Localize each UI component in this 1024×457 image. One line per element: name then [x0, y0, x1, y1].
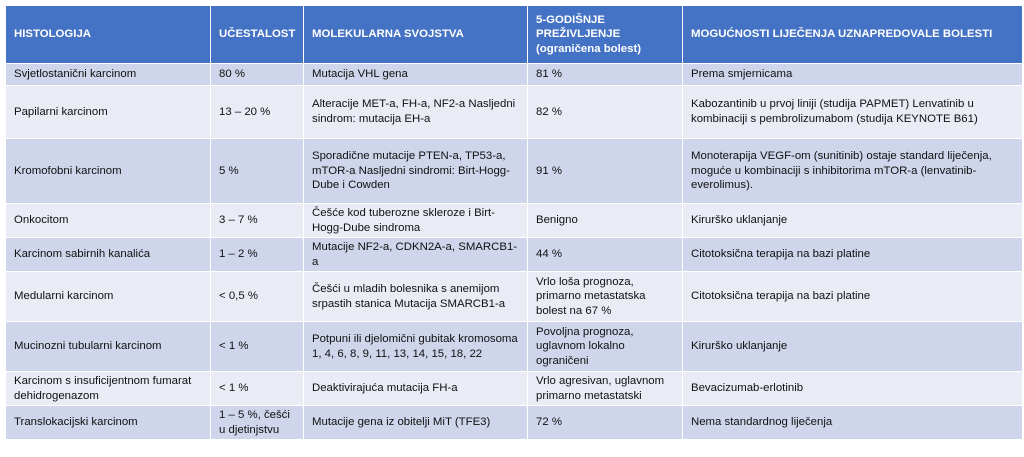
cell-histology: Karcinom s insuficijentnom fumarat dehidrogenazom — [6, 372, 211, 406]
table-row — [6, 272, 1023, 322]
cell-histology: Mucinozni tubularni karcinom — [6, 322, 211, 372]
table-row — [6, 139, 1023, 204]
cell-histology: Papilarni karcinom — [6, 86, 211, 139]
cell-frequency: 13 – 20 % — [211, 86, 304, 139]
cell-survival: Povoljna prognoza, uglavnom lokalno ograničeni — [528, 322, 683, 372]
cell-histology: Translokacijski karcinom — [6, 406, 211, 440]
cell-treatment: Citotoksična terapija na bazi platine — [683, 238, 1023, 272]
cell-survival: 44 % — [528, 238, 683, 272]
cell-molecular: Češće kod tuberozne skleroze i Birt-Hogg-Dube sindroma — [304, 204, 528, 238]
cell-treatment: Kirurško uklanjanje — [683, 322, 1023, 372]
cell-survival: 81 % — [528, 64, 683, 86]
cell-survival: 91 % — [528, 139, 683, 204]
cell-frequency: < 1 % — [211, 322, 304, 372]
cell-survival: 72 % — [528, 406, 683, 440]
cell-molecular: Deaktivirajuća mutacija FH-a — [304, 372, 528, 406]
cell-treatment: Monoterapija VEGF-om (sunitinib) ostaje standard liječenja, moguće u kombinaciji s inhibitorima mTOR-a (lenvatinib-everolimus). — [683, 139, 1023, 204]
cell-histology: Svjetlostanični karcinom — [6, 64, 211, 86]
table-row — [6, 238, 1023, 272]
cell-histology: Medularni karcinom — [6, 272, 211, 322]
header-treatment: MOGUĆNOSTI LIJEČENJA UZNAPREDOVALE BOLESTI — [683, 6, 1023, 64]
table-row — [6, 86, 1023, 139]
cell-survival: 82 % — [528, 86, 683, 139]
cell-survival: Vrlo agresivan, uglavnom primarno metastatski — [528, 372, 683, 406]
cell-frequency: 5 % — [211, 139, 304, 204]
cell-molecular: Mutacije gena iz obitelji MiT (TFE3) — [304, 406, 528, 440]
cell-frequency: 1 – 5 %, češći u djetinjstvu — [211, 406, 304, 440]
header-survival: 5-GODIŠNJE PREŽIVLJENJE (ograničena bolest) — [528, 6, 683, 64]
table-row — [6, 204, 1023, 238]
cell-molecular: Mutacije NF2-a, CDKN2A-a, SMARCB1-a — [304, 238, 528, 272]
cell-survival: Benigno — [528, 204, 683, 238]
header-molecular: MOLEKULARNA SVOJSTVA — [304, 6, 528, 64]
cell-histology: Karcinom sabirnih kanalića — [6, 238, 211, 272]
cell-survival: Vrlo loša prognoza, primarno metastatska bolest na 67 % — [528, 272, 683, 322]
rcc-histology-table — [5, 5, 1023, 440]
table-row — [6, 372, 1023, 406]
cell-frequency: < 1 % — [211, 372, 304, 406]
cell-treatment: Kirurško uklanjanje — [683, 204, 1023, 238]
header-frequency: UČESTALOST — [211, 6, 304, 64]
cell-treatment: Bevacizumab-erlotinib — [683, 372, 1023, 406]
cell-molecular: Češći u mladih bolesnika s anemijom srpastih stanica Mutacija SMARCB1-a — [304, 272, 528, 322]
cell-treatment: Kabozantinib u prvoj liniji (studija PAPMET) Lenvatinib u kombinaciji s pembrolizumabom (studija KEYNOTE B61) — [683, 86, 1023, 139]
cell-treatment: Citotoksična terapija na bazi platine — [683, 272, 1023, 322]
cell-molecular: Mutacija VHL gena — [304, 64, 528, 86]
cell-frequency: 80 % — [211, 64, 304, 86]
cell-treatment: Prema smjernicama — [683, 64, 1023, 86]
cell-molecular: Sporadične mutacije PTEN-a, TP53-a, mTOR-a Nasljedni sindromi: Birt-Hogg-Dube i Cowden — [304, 139, 528, 204]
cell-histology: Onkocitom — [6, 204, 211, 238]
table-row — [6, 322, 1023, 372]
cell-frequency: < 0,5 % — [211, 272, 304, 322]
cell-treatment: Nema standardnog liječenja — [683, 406, 1023, 440]
cell-frequency: 1 – 2 % — [211, 238, 304, 272]
cell-histology: Kromofobni karcinom — [6, 139, 211, 204]
cell-frequency: 3 – 7 % — [211, 204, 304, 238]
header-row — [6, 6, 1023, 64]
cell-molecular: Alteracije MET-a, FH-a, NF2-a Nasljedni sindrom: mutacija EH-a — [304, 86, 528, 139]
table-row — [6, 406, 1023, 440]
table-row — [6, 64, 1023, 86]
header-histology: HISTOLOGIJA — [6, 6, 211, 64]
cell-molecular: Potpuni ili djelomični gubitak kromosoma 1, 4, 6, 8, 9, 11, 13, 14, 15, 18, 22 — [304, 322, 528, 372]
rcc-histology-table-container — [5, 5, 1022, 440]
